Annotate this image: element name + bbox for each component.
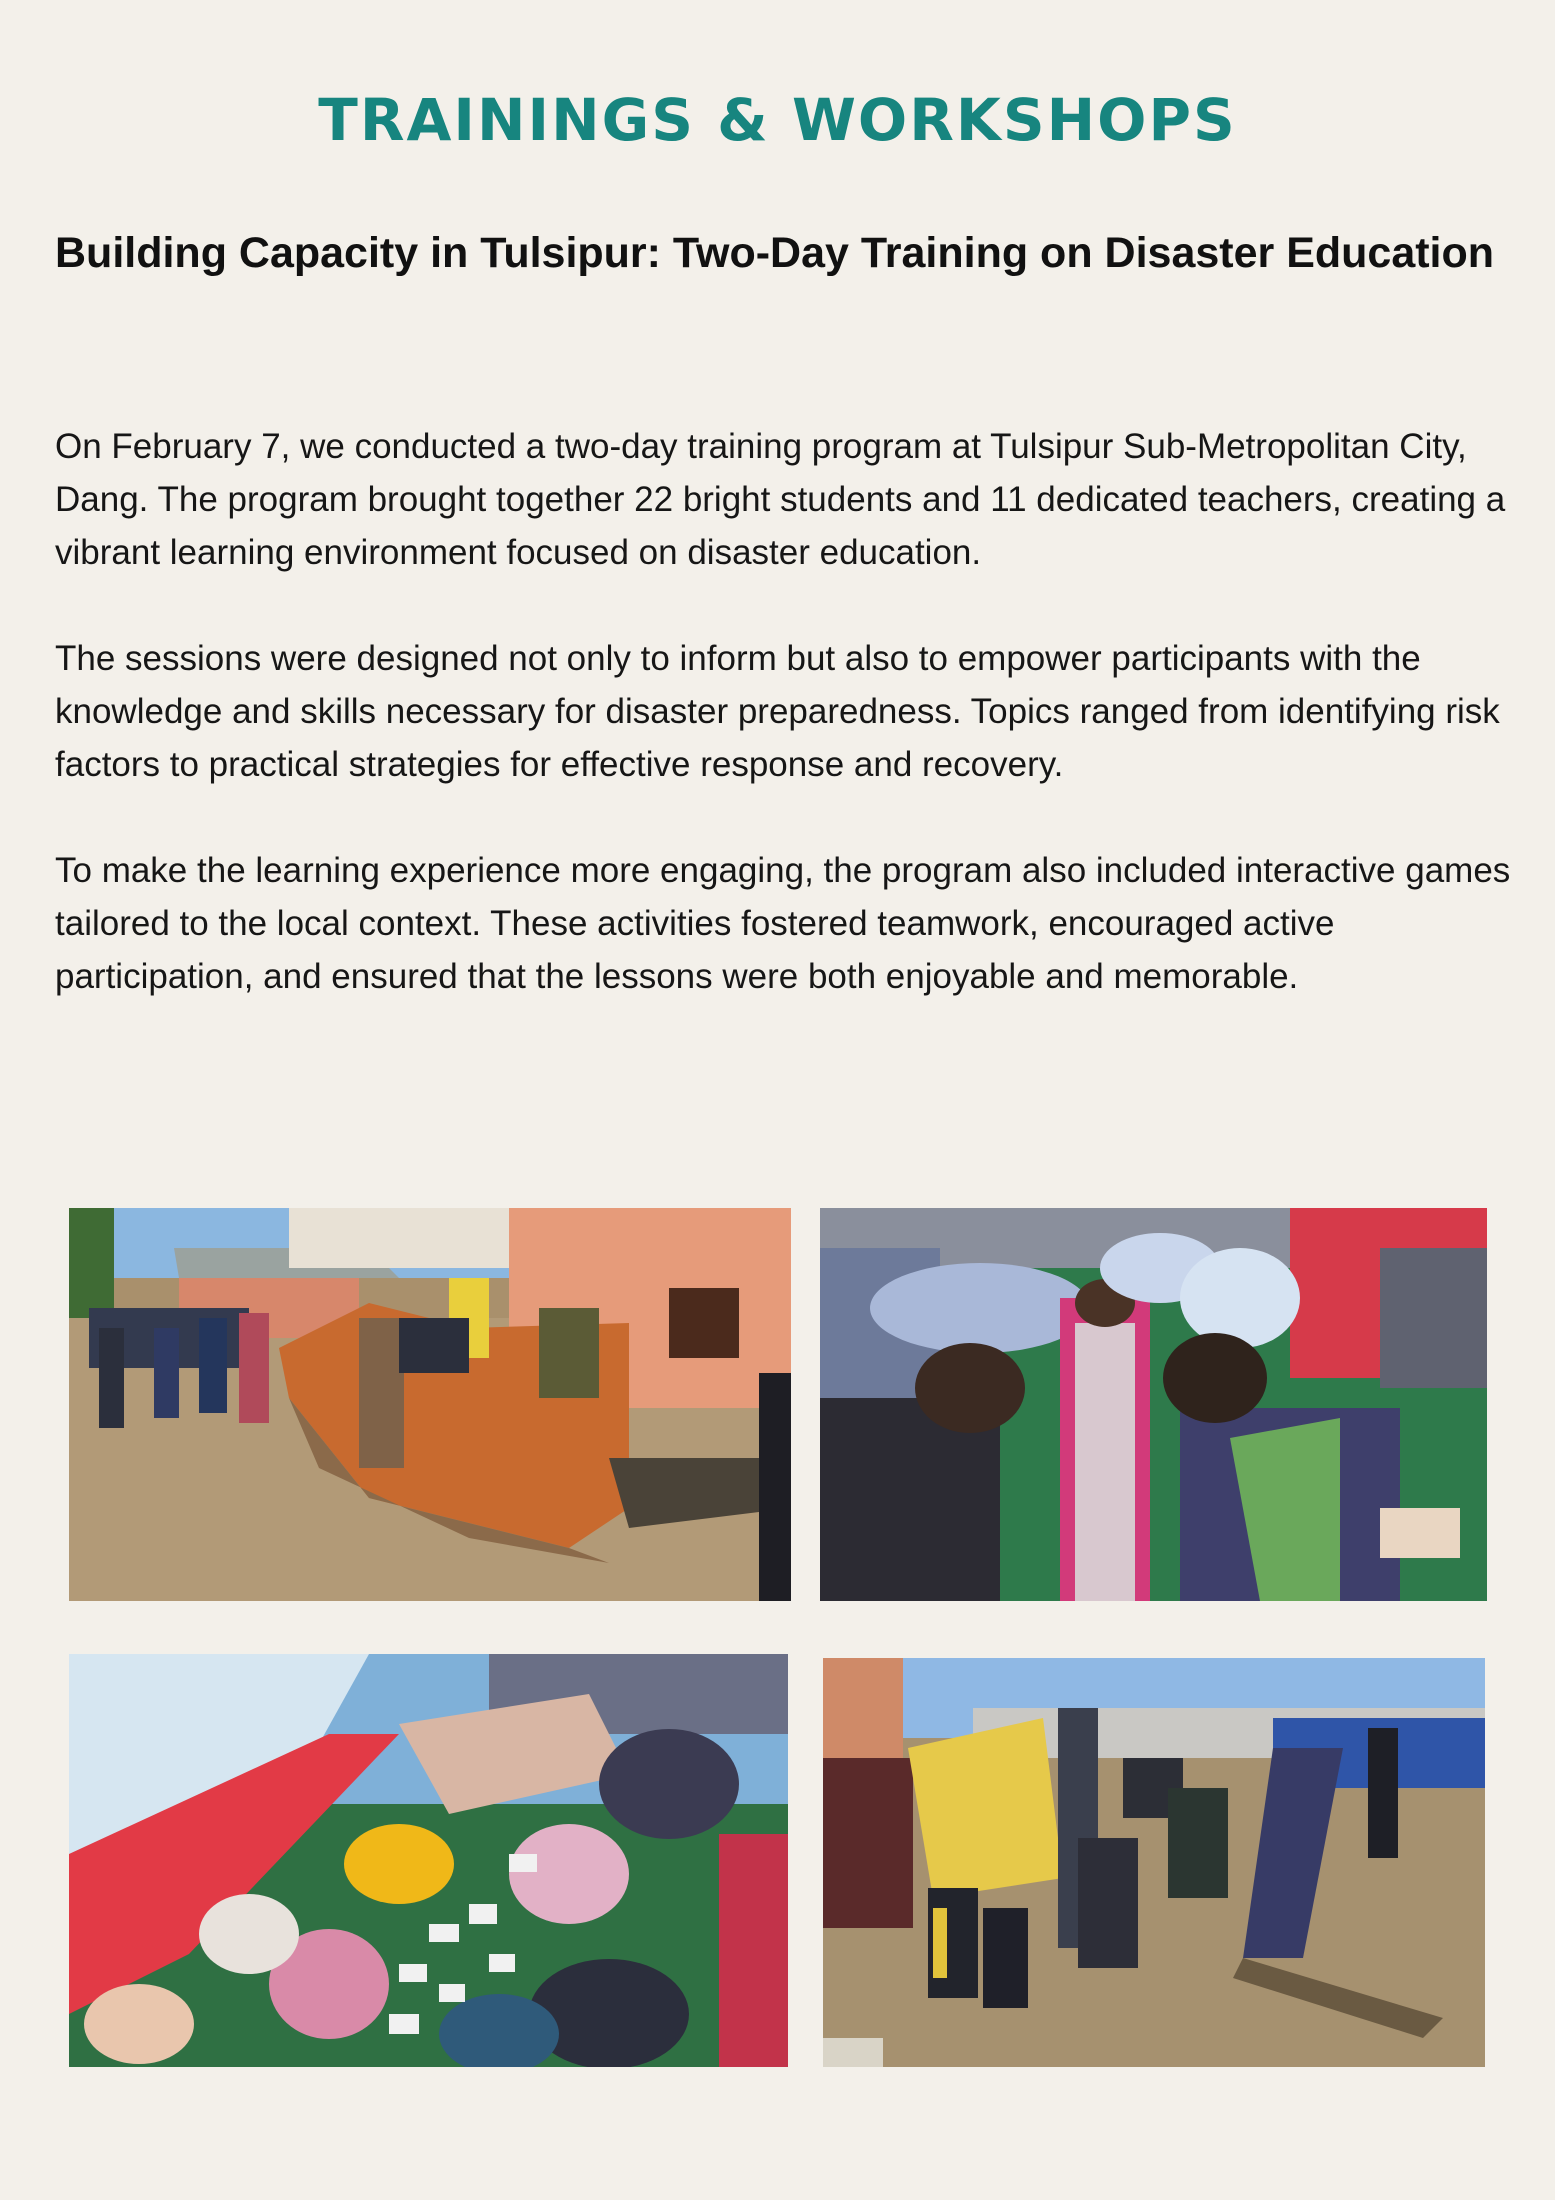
photo-indoor-card-activity-image <box>69 1654 788 2067</box>
photo-outdoor-wall-game-image <box>69 1208 791 1601</box>
section-title: TRAININGS & WORKSHOPS <box>318 86 1237 154</box>
article-title: Building Capacity in Tulsipur: Two-Day Training on Disaster Education <box>55 229 1495 277</box>
photo-outdoor-demonstration <box>823 1658 1485 2067</box>
article-paragraph: On February 7, we conducted a two-day training program at Tulsipur Sub-Metropolitan City, Dang. The program brought together 22 bright students and 11 dedicated teachers, creating a vibrant learning environment focused on disaster education. <box>55 427 1506 572</box>
photo-stretcher-practice <box>820 1208 1487 1601</box>
article-paragraph: To make the learning experience more engaging, the program also included interactive games tailored to the local context. These activities fostered teamwork, encouraged active participation, and ensured that the lessons were both enjoyable and memorable. <box>55 851 1511 996</box>
photo-stretcher-practice-image <box>820 1208 1487 1601</box>
article-body <box>55 420 1525 1056</box>
photo-indoor-card-activity <box>69 1654 788 2067</box>
article-paragraph: The sessions were designed not only to inform but also to empower participants with the knowledge and skills necessary for disaster preparedness. Topics ranged from identifying risk factors to practical strategies for effective response and recovery. <box>55 639 1500 784</box>
photo-outdoor-wall-game <box>69 1208 791 1601</box>
photo-outdoor-demonstration-image <box>823 1658 1485 2067</box>
